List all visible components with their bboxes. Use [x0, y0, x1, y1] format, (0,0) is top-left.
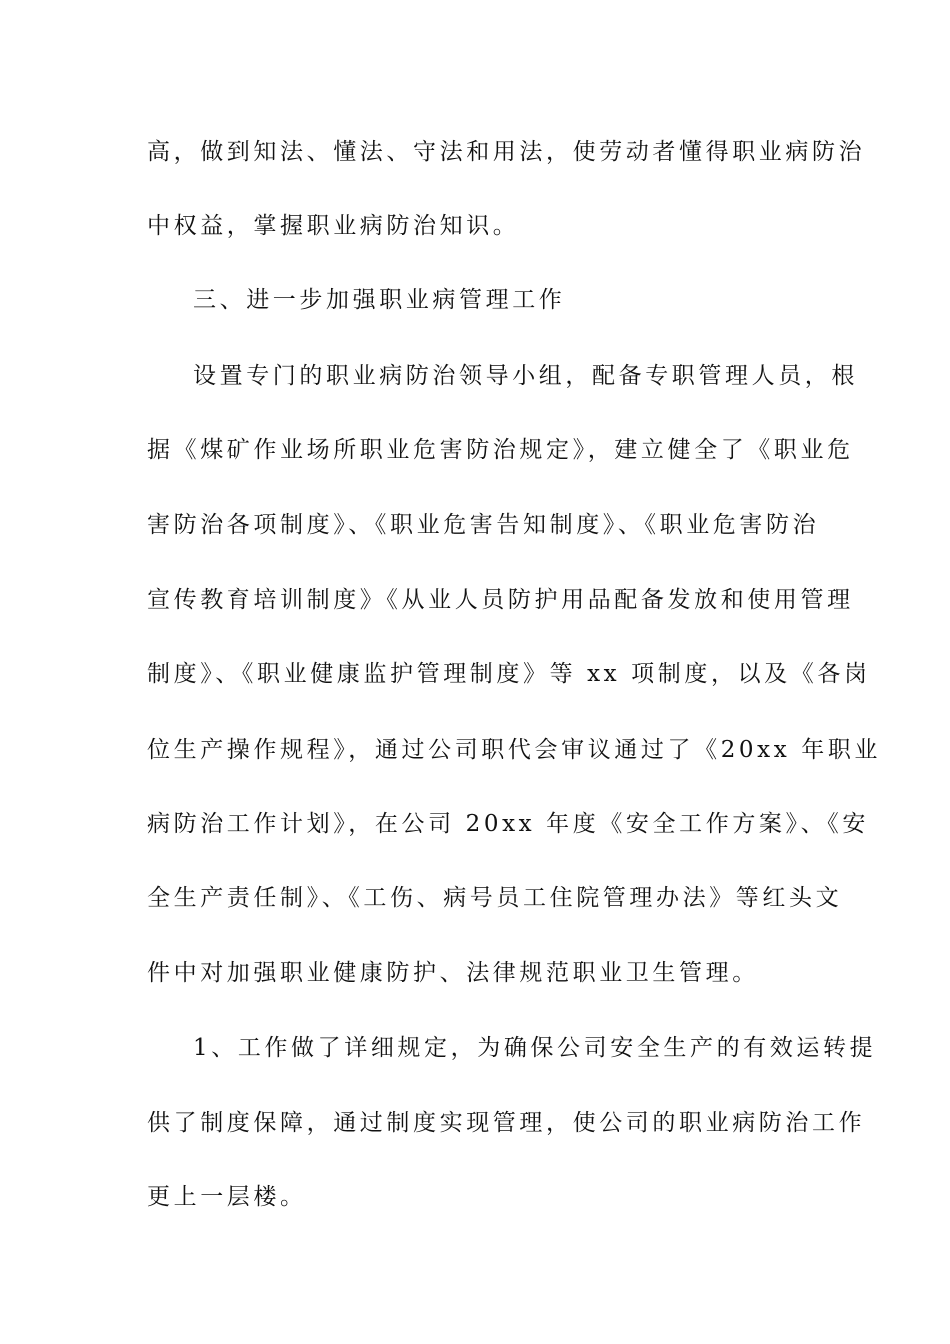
section-heading: 三、进一步加强职业病管理工作 [193, 287, 566, 313]
text-line-5: 据《煤矿作业场所职业危害防治规定》，建立健全了《职业危 [147, 437, 854, 463]
text-line-7: 宣传教育培训制度》《从业人员防护用品配备发放和使用管理 [147, 587, 854, 613]
text-line-10: 病防治工作计划》，在公司 20xx 年度《安全工作方案》、《安 [147, 811, 869, 837]
text-line-6: 害防治各项制度》、《职业危害告知制度》、《职业危害防治 [147, 512, 820, 538]
text-line-12: 件中对加强职业健康防护、法律规范职业卫生管理。 [147, 960, 759, 986]
text-line-8: 制度》、《职业健康监护管理制度》等 xx 项制度，以及《各岗 [147, 661, 871, 687]
text-line-2: 中权益，掌握职业病防治知识。 [147, 213, 520, 239]
text-line-14: 供了制度保障，通过制度实现管理，使公司的职业病防治工作 [147, 1110, 866, 1136]
text-line-9: 位生产操作规程》，通过公司职代会审议通过了《20xx 年职业 [147, 737, 882, 763]
text-line-11: 全生产责任制》、《工伤、病号员工住院管理办法》等红头文 [147, 885, 843, 911]
text-line-15: 更上一层楼。 [147, 1184, 307, 1210]
text-line-1: 高，做到知法、懂法、守法和用法，使劳动者懂得职业病防治 [147, 139, 866, 165]
text-line-13: 1、工作做了详细规定，为确保公司安全生产的有效运转提 [193, 1035, 877, 1061]
text-line-4: 设置专门的职业病防治领导小组，配备专职管理人员，根 [193, 363, 858, 389]
